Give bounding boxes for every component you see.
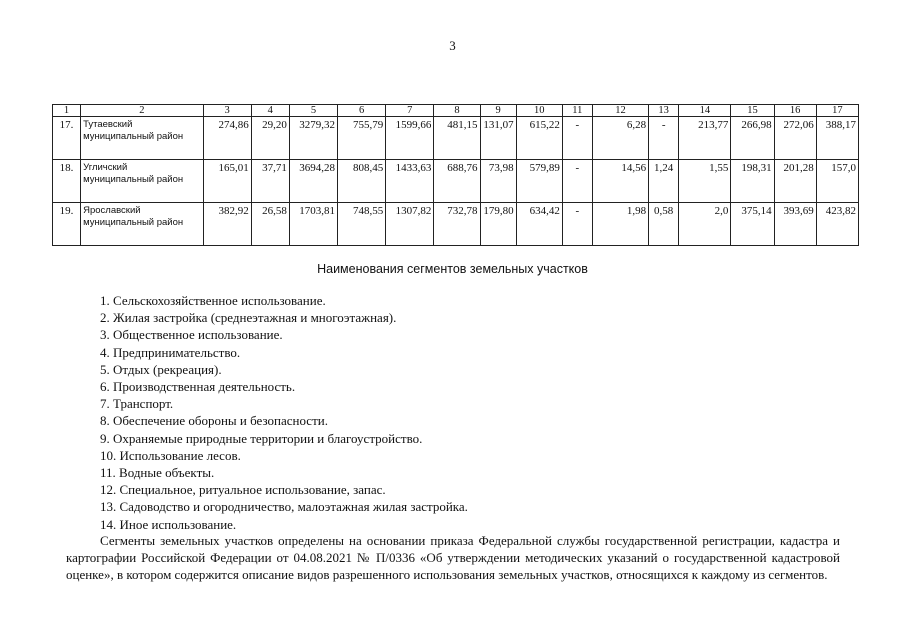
column-header: 17 bbox=[816, 105, 858, 117]
table-cell: 688,76 bbox=[434, 160, 480, 203]
column-header: 13 bbox=[649, 105, 679, 117]
table-cell: 198,31 bbox=[731, 160, 774, 203]
table-cell: - bbox=[562, 160, 592, 203]
table-row bbox=[53, 203, 859, 246]
column-header: 14 bbox=[679, 105, 731, 117]
table-cell: 634,42 bbox=[516, 203, 562, 246]
table-cell: 375,14 bbox=[731, 203, 774, 246]
table-cell: 26,58 bbox=[251, 203, 289, 246]
table-cell: 1433,63 bbox=[386, 160, 434, 203]
table-cell: 201,28 bbox=[774, 160, 816, 203]
table-cell: - bbox=[562, 203, 592, 246]
list-item: 6. Производственная деятельность. bbox=[100, 379, 296, 395]
list-item: 10. Использование лесов. bbox=[100, 447, 241, 463]
table-cell: 165,01 bbox=[203, 160, 251, 203]
table-cell: - bbox=[562, 117, 592, 160]
segments-explanation-paragraph: Сегменты земельных участков определены на основании приказа Федеральной службы государственной регистрации, кадастра и картографии Российской Федерации от 04.08.2021 № П/0336 «Об утверждении методических указаний о государственной кадастровой оценке», в котором содержится описание видов разрешенного использования земельных участков, относящихся к каждому из сегментов. bbox=[66, 533, 840, 582]
column-header: 9 bbox=[480, 105, 516, 117]
list-item: 12. Специальное, ритуальное использование, запас. bbox=[100, 482, 386, 498]
table-cell: 1,24 bbox=[649, 160, 679, 203]
list-item: 2. Жилая застройка (среднеэтажная и многоэтажная). bbox=[100, 310, 397, 326]
table-cell: 213,77 bbox=[679, 117, 731, 160]
row-number: 19. bbox=[53, 203, 81, 246]
table-cell: 179,80 bbox=[480, 203, 516, 246]
list-item: 8. Обеспечение обороны и безопасности. bbox=[100, 413, 328, 429]
table-cell: 1599,66 bbox=[386, 117, 434, 160]
district-name: Ярославский муниципальный район bbox=[81, 203, 203, 246]
table-cell: 0,58 bbox=[649, 203, 679, 246]
column-header: 2 bbox=[81, 105, 203, 117]
table-cell: 382,92 bbox=[203, 203, 251, 246]
column-header: 15 bbox=[731, 105, 774, 117]
table-cell: 6,28 bbox=[592, 117, 648, 160]
page-number: 3 bbox=[449, 38, 456, 53]
column-header: 3 bbox=[203, 105, 251, 117]
list-item: 1. Сельскохозяйственное использование. bbox=[100, 293, 326, 308]
column-header: 10 bbox=[516, 105, 562, 117]
list-item: 5. Отдых (рекреация). bbox=[100, 361, 222, 377]
district-name: Тутаевский муниципальный район bbox=[81, 117, 203, 160]
list-item: 14. Иное использование. bbox=[100, 516, 237, 532]
list-item: 4. Предпринимательство. bbox=[100, 344, 241, 360]
table-cell: 131,07 bbox=[480, 117, 516, 160]
list-item: 9. Охраняемые природные территории и благоустройство. bbox=[100, 430, 423, 446]
table-cell: 1,98 bbox=[592, 203, 648, 246]
column-header: 11 bbox=[562, 105, 592, 117]
column-header: 8 bbox=[434, 105, 480, 117]
segments-list bbox=[100, 292, 468, 533]
table-cell: 14,56 bbox=[592, 160, 648, 203]
table-cell: 808,45 bbox=[338, 160, 386, 203]
column-header: 7 bbox=[386, 105, 434, 117]
table-cell: 3694,28 bbox=[289, 160, 337, 203]
table-cell: 748,55 bbox=[338, 203, 386, 246]
table-row bbox=[53, 160, 859, 203]
row-number: 17. bbox=[53, 117, 81, 160]
table-cell: 73,98 bbox=[480, 160, 516, 203]
list-item: 3. Общественное использование. bbox=[100, 327, 283, 343]
table-cell: 1703,81 bbox=[289, 203, 337, 246]
column-header: 4 bbox=[251, 105, 289, 117]
table-cell: 272,06 bbox=[774, 117, 816, 160]
district-name: Угличский муниципальный район bbox=[81, 160, 203, 203]
cadastral-value-table bbox=[52, 104, 859, 246]
table-cell: 755,79 bbox=[338, 117, 386, 160]
table-cell: 732,78 bbox=[434, 203, 480, 246]
table-cell: - bbox=[649, 117, 679, 160]
column-header: 5 bbox=[289, 105, 337, 117]
table-cell: 29,20 bbox=[251, 117, 289, 160]
list-item: 13. Садоводство и огородничество, малоэтажная жилая застройка. bbox=[100, 499, 468, 515]
table-cell: 3279,32 bbox=[289, 117, 337, 160]
table-cell: 393,69 bbox=[774, 203, 816, 246]
table-row bbox=[53, 117, 859, 160]
table-cell: 274,86 bbox=[203, 117, 251, 160]
table-cell: 1307,82 bbox=[386, 203, 434, 246]
table-cell: 1,55 bbox=[679, 160, 731, 203]
table-cell: 579,89 bbox=[516, 160, 562, 203]
column-header: 16 bbox=[774, 105, 816, 117]
column-header: 12 bbox=[592, 105, 648, 117]
row-number: 18. bbox=[53, 160, 81, 203]
list-item: 7. Транспорт. bbox=[100, 396, 174, 412]
table-cell: 388,17 bbox=[816, 117, 858, 160]
table-cell: 481,15 bbox=[434, 117, 480, 160]
segments-heading: Наименования сегментов земельных участков bbox=[317, 262, 588, 276]
table-cell: 266,98 bbox=[731, 117, 774, 160]
table-cell: 157,0 bbox=[816, 160, 858, 203]
table-cell: 615,22 bbox=[516, 117, 562, 160]
list-item: 11. Водные объекты. bbox=[100, 465, 215, 481]
table-header-row bbox=[53, 105, 859, 117]
column-header: 6 bbox=[338, 105, 386, 117]
column-header: 1 bbox=[53, 105, 81, 117]
table-cell: 37,71 bbox=[251, 160, 289, 203]
table-cell: 423,82 bbox=[816, 203, 858, 246]
table-cell: 2,0 bbox=[679, 203, 731, 246]
